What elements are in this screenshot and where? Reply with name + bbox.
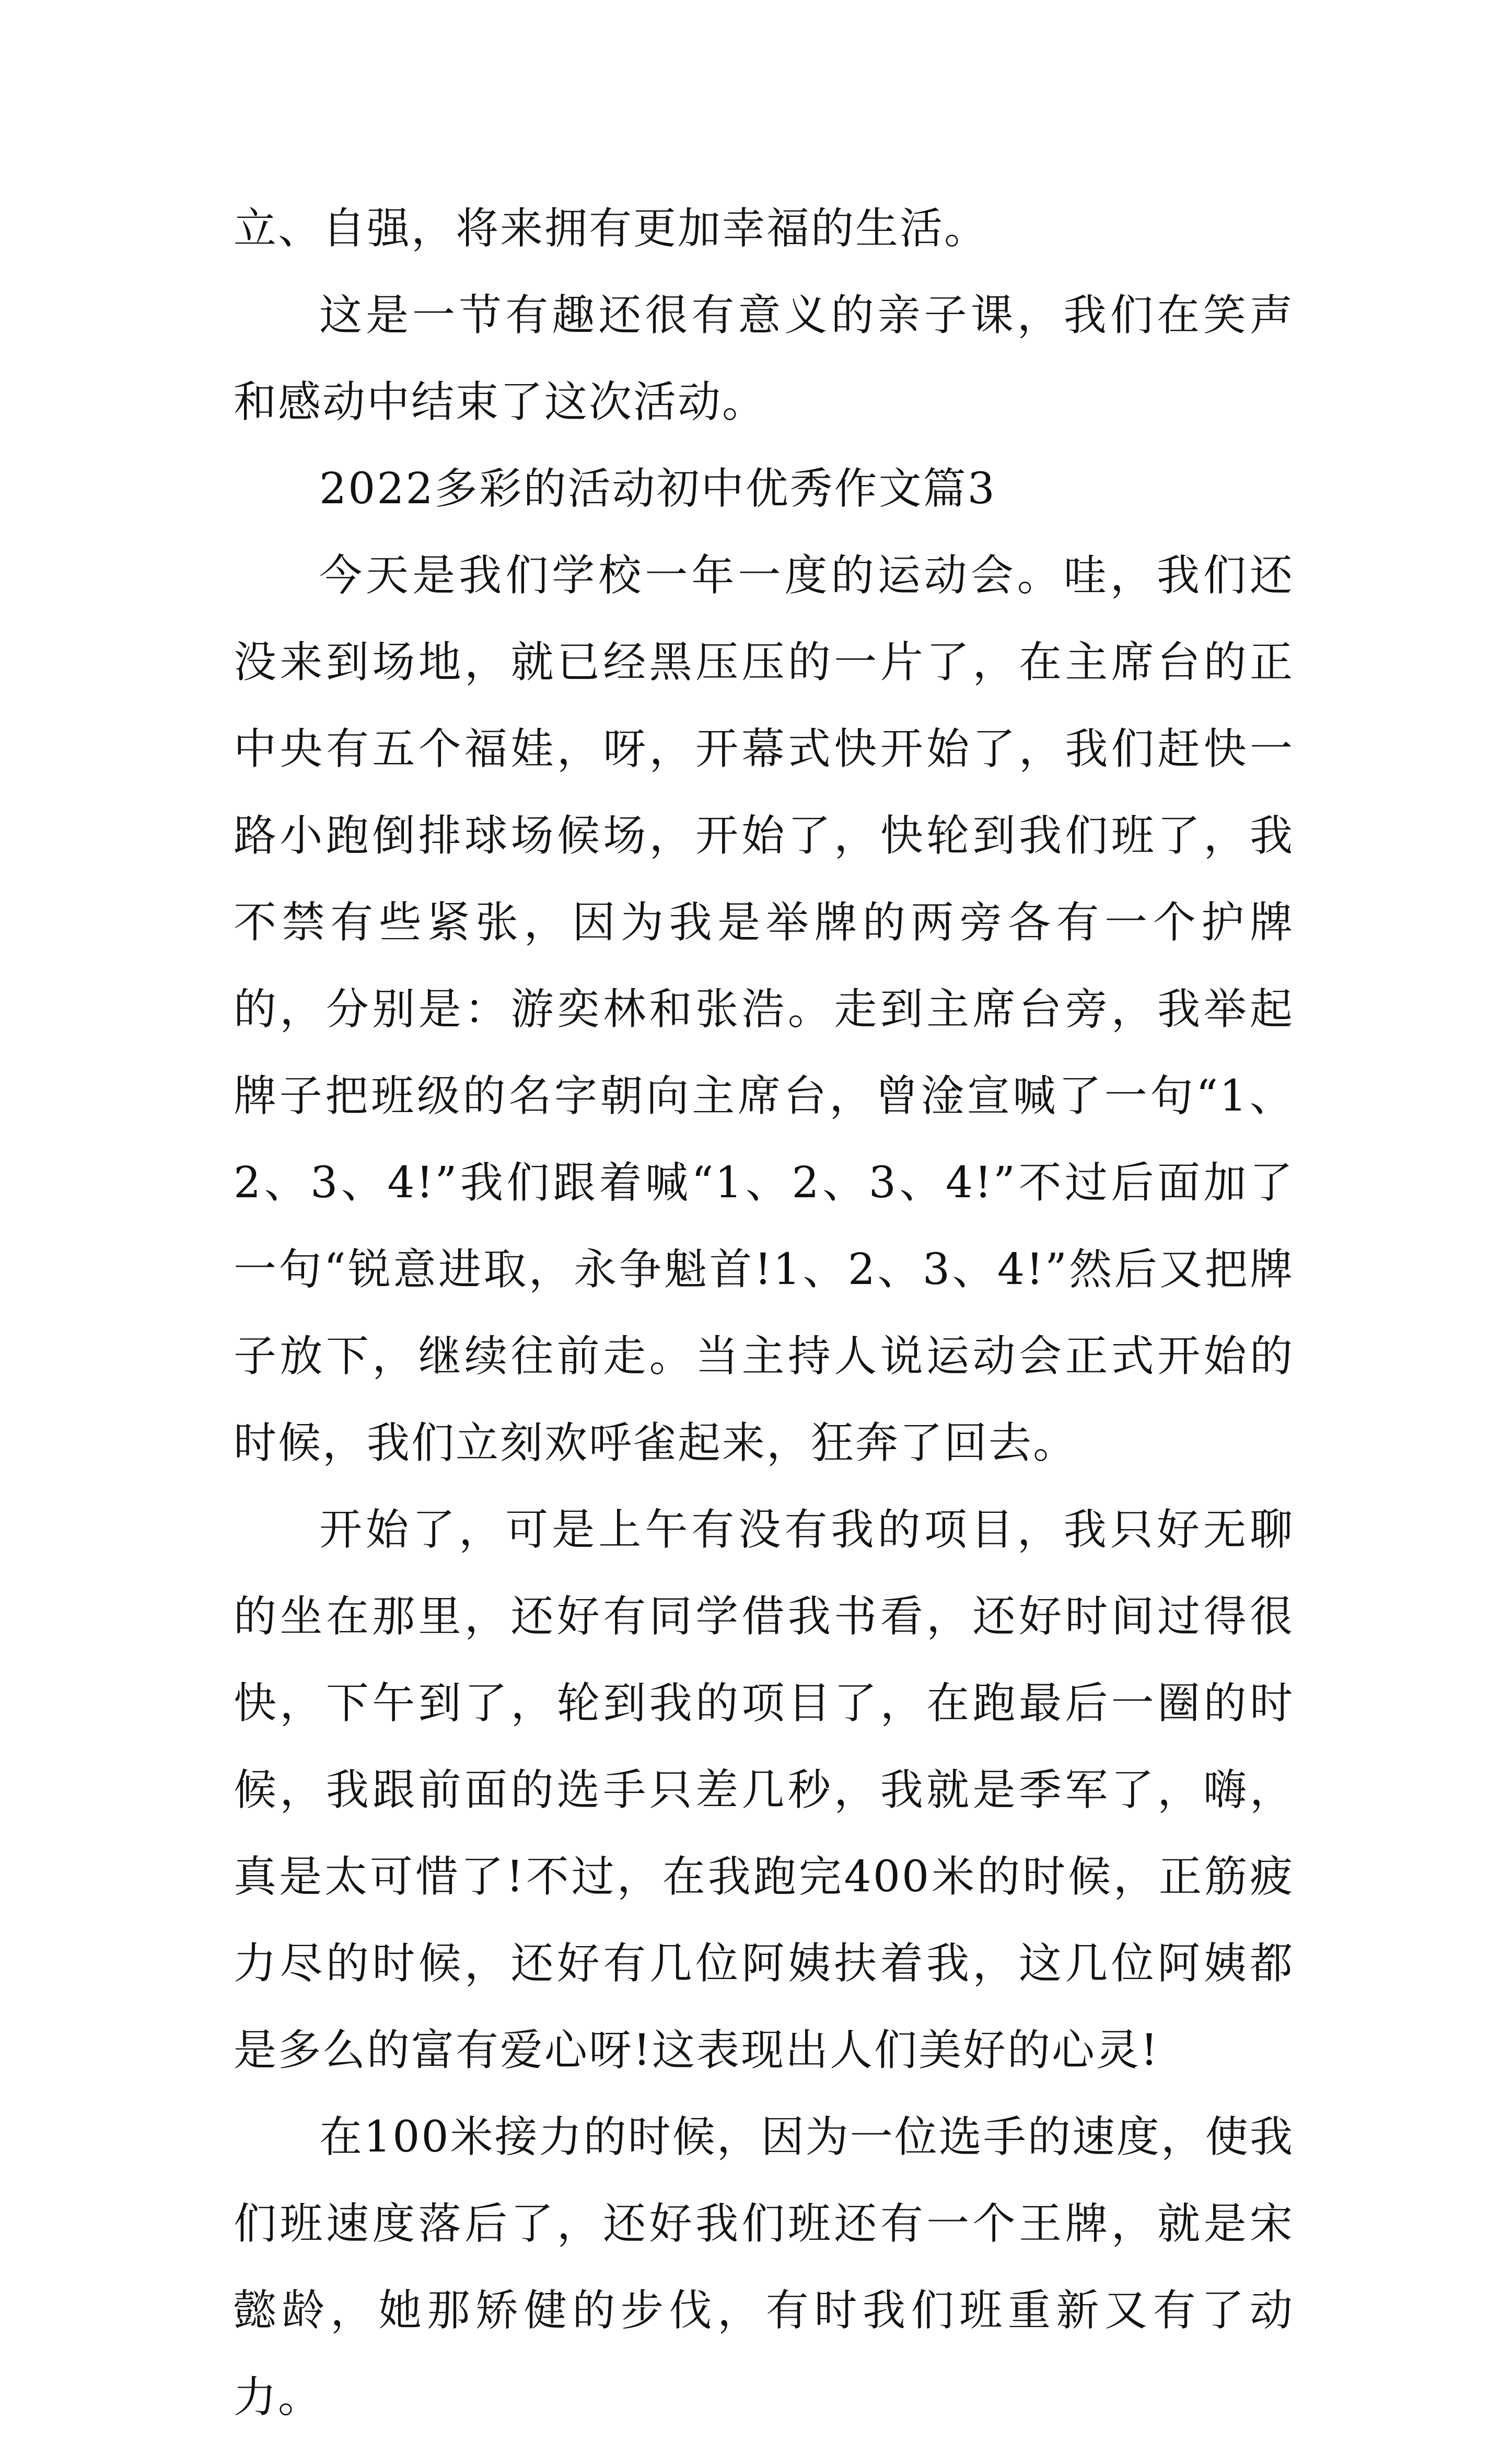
paragraph-5: 在100米接力的时候，因为一位选手的速度，使我们班速度落后了，还好我们班还有一个王牌，就是宋懿龄，她那矫健的步伐，有时我们班重新又有了动力。 bbox=[234, 2112, 1294, 2422]
paragraph-1: 立、自强，将来拥有更加幸福的生活。 bbox=[234, 204, 989, 253]
paragraph-3: 今天是我们学校一年一度的运动会。哇，我们还没来到场地，就已经黑压压的一片了，在主席台的正中央有五个福娃，呀，开幕式快开始了，我们赶快一路小跑倒排球场候场，开始了，快轮到我们班了，我不禁有些紧张，因为我是举牌的两旁各有一个护牌的，分别是：游奕林和张浩。走到主席台旁，我举起牌子把班级的名字朝向主席台，曾淦宣喊了一句“1、2、3、4!”我们跟着喊“1、2、3、4!”不过后面加了一句“锐意进取，永争魁首!1、2、3、4!”然后又把牌子放下，继续往前走。当主持人说运动会正式开始的时候，我们立刻欢呼雀起来，狂奔了回去。 bbox=[234, 551, 1294, 1468]
section-heading: 2022多彩的活动初中优秀作文篇3 bbox=[319, 464, 996, 514]
document-body bbox=[234, 186, 1294, 2441]
paragraph-2: 这是一节有趣还很有意义的亲子课，我们在笑声和感动中结束了这次活动。 bbox=[234, 291, 1294, 427]
paragraph-4: 开始了，可是上午有没有我的项目，我只好无聊的坐在那里，还好有同学借我书看，还好时间过得很快，下午到了，轮到我的项目了，在跑最后一圈的时候，我跟前面的选手只差几秒，我就是季军了，嗨，真是太可惜了!不过，在我跑完400米的时候，正筋疲力尽的时候，还好有几位阿姨扶着我，这几位阿姨都是多么的富有爱心呀!这表现出人们美好的心灵! bbox=[234, 1505, 1294, 2075]
